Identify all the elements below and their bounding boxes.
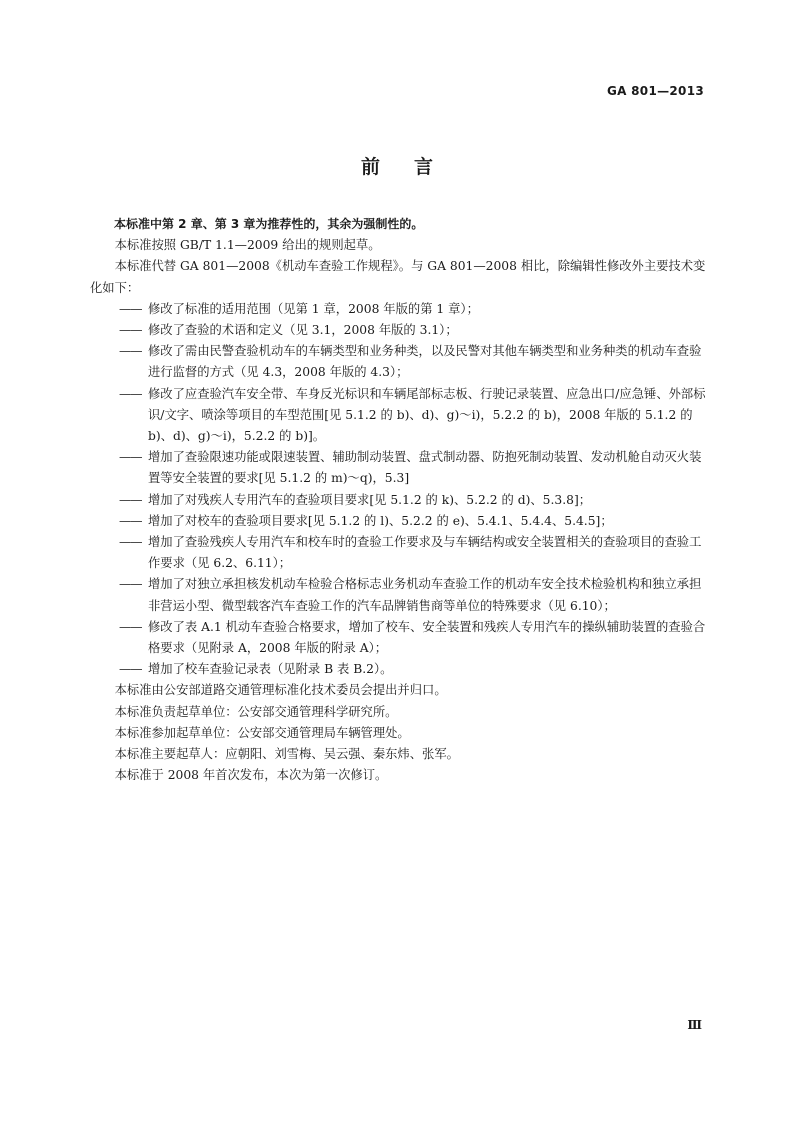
list-item: —— 修改了应查验汽车安全带、车身反光标识和车辆尾部标志板、行驶记录装置、应急出口/应急锤、外部标识/文字、喷涂等项目的车型范围[见 5.1.2 的 b)、d)、g)～i)，5.2.2 的 b)，2008 年版的 5.1.2 的 b)、d)、g)～i)，5.2.2 的 b)]。 — [90, 384, 706, 448]
list-item: —— 修改了表 A.1 机动车查验合格要求，增加了校车、安全装置和残疾人专用汽车的操纵辅助装置的查验合格要求（见附录 A，2008 年版的附录 A）； — [90, 617, 706, 659]
dash-marker: —— — [119, 577, 142, 592]
paragraph-main-drafters: 本标准主要起草人：应朝阳、刘雪梅、吴云强、秦东炜、张军。 — [114, 747, 459, 762]
paragraph-lead-drafter: 本标准负责起草单位：公安部交通管理科学研究所。 — [114, 704, 398, 719]
dash-marker: —— — [119, 513, 142, 528]
changes-list — [90, 299, 706, 681]
list-item: —— 增加了对残疾人专用汽车的查验项目要求[见 5.1.2 的 k)、5.2.2 的 d)、5.3.8]； — [90, 490, 706, 511]
list-item: —— 增加了对校车的查验项目要求[见 5.1.2 的 l)、5.2.2 的 e)、5.4.1、5.4.4、5.4.5]； — [90, 511, 706, 532]
dash-marker: —— — [119, 323, 142, 338]
dash-marker: —— — [119, 301, 142, 316]
list-item: —— 修改了查验的术语和定义（见 3.1，2008 年版的 3.1）； — [90, 320, 706, 341]
foreword-body — [90, 214, 706, 786]
dash-marker: —— — [119, 662, 142, 677]
list-item: —— 增加了查验限速功能或限速装置、辅助制动装置、盘式制动器、防抱死制动装置、发动机舱自动灭火装置等安全装置的要求[见 5.1.2 的 m)～q)，5.3] — [90, 447, 706, 489]
dash-marker: —— — [119, 535, 142, 550]
list-item: —— 增加了对独立承担核发机动车检验合格标志业务机动车查验工作的机动车安全技术检验机构和独立承担非营运小型、微型载客汽车查验工作的汽车品牌销售商等单位的特殊要求（见 6.10）； — [90, 574, 706, 616]
dash-marker: —— — [119, 619, 142, 634]
paragraph-proposer: 本标准由公安部道路交通管理标准化技术委员会提出并归口。 — [114, 683, 447, 698]
list-item: —— 修改了需由民警查验机动车的车辆类型和业务种类，以及民警对其他车辆类型和业务种类的机动车查验进行监督的方式（见 4.3，2008 年版的 4.3）； — [90, 341, 706, 383]
standard-code-header: GA 801—2013 — [606, 84, 704, 98]
dash-marker: —— — [119, 492, 142, 507]
paragraph-participating-drafter: 本标准参加起草单位：公安部交通管理局车辆管理处。 — [114, 725, 410, 740]
paragraph-release-history: 本标准于 2008 年首次发布，本次为第一次修订。 — [114, 768, 388, 783]
list-item: —— 修改了标准的适用范围（见第 1 章，2008 年版的第 1 章）； — [90, 299, 706, 320]
paragraph-replacement: 本标准代替 GA 801—2008《机动车查验工作规程》。与 GA 801—2008 相比，除编辑性修改外主要技术变化如下： — [90, 259, 706, 295]
page-title: 前言 — [360, 156, 467, 178]
dash-marker: —— — [119, 450, 142, 465]
page-number: Ⅲ — [687, 1018, 702, 1032]
list-item: —— 增加了校车查验记录表（见附录 B 表 B.2）。 — [90, 659, 706, 680]
dash-marker: —— — [119, 386, 142, 401]
dash-marker: —— — [119, 344, 142, 359]
list-item: —— 增加了查验残疾人专用汽车和校车时的查验工作要求及与车辆结构或安全装置相关的查验项目的查验工作要求（见 6.2、6.11）； — [90, 532, 706, 574]
paragraph-normative-statement: 本标准中第 2 章、第 3 章为推荐性的，其余为强制性的。 — [114, 217, 424, 231]
paragraph-drafting-rules: 本标准按照 GB/T 1.1—2009 给出的规则起草。 — [114, 238, 381, 253]
